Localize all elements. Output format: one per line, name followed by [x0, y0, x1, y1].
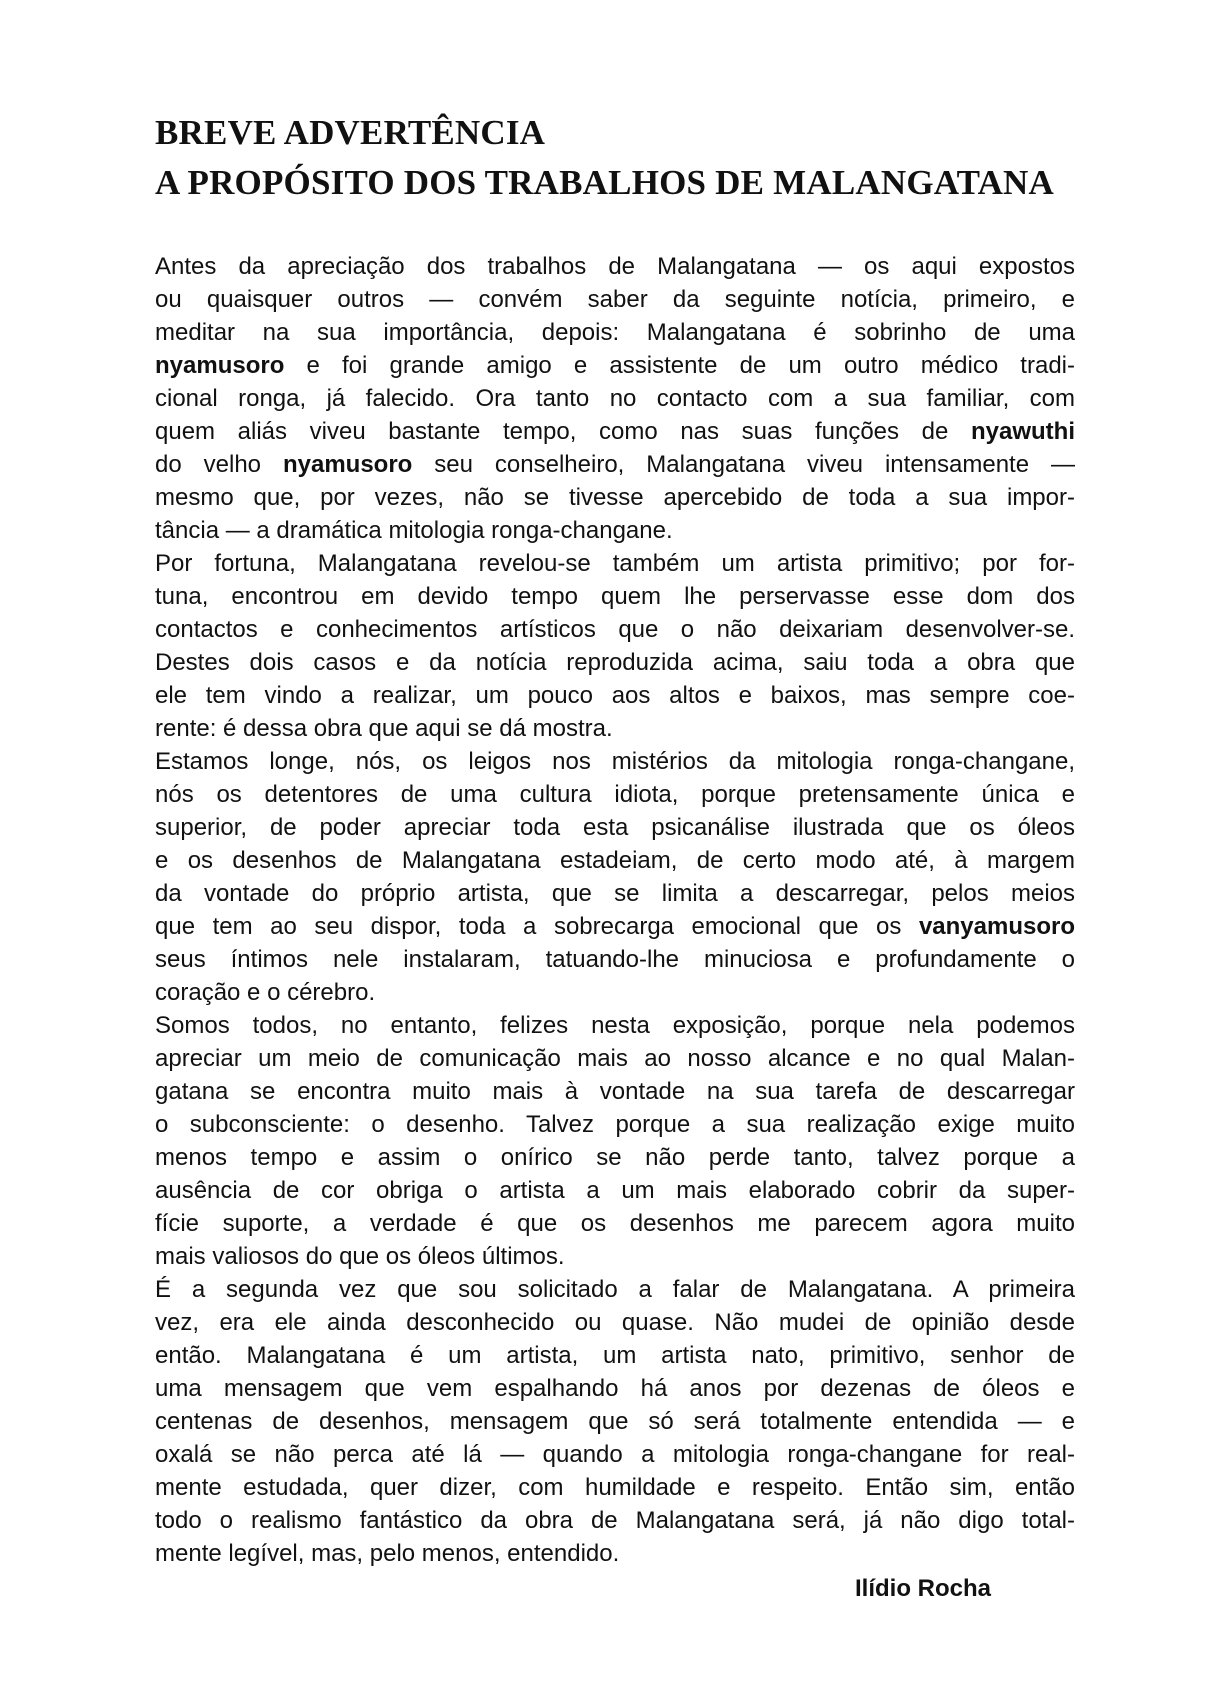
bold-term: nyawuthi [970, 418, 1075, 445]
text-segment: e foi grande amigo e assistente de um outro médico tradi- [284, 352, 1075, 379]
bold-term: nyamusoro [282, 451, 413, 478]
text-segment: meditar na sua importância, depois: Malangatana é sobrinho de uma [155, 319, 1075, 346]
text-line [155, 1372, 1075, 1405]
text-line [155, 712, 1075, 745]
text-line [155, 1339, 1075, 1372]
text-line [155, 1240, 1075, 1273]
text-line [155, 1042, 1075, 1075]
text-line [155, 745, 1075, 778]
text-line [155, 514, 1075, 547]
text-segment: fície suporte, a verdade é que os desenhos me parecem agora muito [155, 1210, 1075, 1237]
text-line [155, 1141, 1075, 1174]
text-segment: oxalá se não perca até lá — quando a mitologia ronga-changane for real- [155, 1441, 1075, 1468]
bold-term: vanyamusoro [918, 913, 1075, 940]
text-segment: Somos todos, no entanto, felizes nesta exposição, porque nela podemos [155, 1012, 1075, 1039]
text-line [155, 976, 1075, 1009]
text-line [155, 1207, 1075, 1240]
text-line [155, 1438, 1075, 1471]
text-line [155, 943, 1075, 976]
text-segment: mesmo que, por vezes, não se tivesse apercebido de toda a sua impor- [155, 484, 1075, 511]
text-line [155, 415, 1075, 448]
text-segment: mais valiosos do que os óleos últimos. [155, 1243, 565, 1270]
text-segment: do velho [155, 451, 283, 478]
text-line [155, 1306, 1075, 1339]
title-line-1: BREVE ADVERTÊNCIA [155, 113, 546, 152]
text-line [155, 481, 1075, 514]
text-line [155, 1504, 1075, 1537]
text-segment: rente: é dessa obra que aqui se dá mostra. [155, 715, 613, 742]
text-segment: quem aliás viveu bastante tempo, como nas suas funções de [155, 418, 971, 445]
text-line [155, 1273, 1075, 1306]
text-line [155, 316, 1075, 349]
text-line [155, 877, 1075, 910]
text-segment: cional ronga, já falecido. Ora tanto no contacto com a sua familiar, com [155, 385, 1075, 412]
text-segment: ausência de cor obriga o artista a um mais elaborado cobrir da super- [155, 1177, 1075, 1204]
text-line [155, 646, 1075, 679]
text-line [155, 811, 1075, 844]
text-segment: É a segunda vez que sou solicitado a falar de Malangatana. A primeira [155, 1276, 1075, 1303]
body-text [155, 250, 1075, 1570]
document-title [155, 108, 1115, 208]
bold-term: nyamusoro [155, 352, 285, 379]
text-line [155, 844, 1075, 877]
text-line [155, 679, 1075, 712]
text-line [155, 1537, 1075, 1570]
text-segment: seu conselheiro, Malangatana viveu intensamente — [412, 451, 1076, 478]
text-segment: então. Malangatana é um artista, um artista nato, primitivo, senhor de [155, 1342, 1075, 1369]
text-segment: gatana se encontra muito mais à vontade na sua tarefa de descarregar [155, 1078, 1075, 1105]
text-segment: superior, de poder apreciar toda esta psicanálise ilustrada que os óleos [155, 814, 1075, 841]
text-segment: todo o realismo fantástico da obra de Malangatana será, já não digo total- [155, 1507, 1075, 1534]
text-segment: centenas de desenhos, mensagem que só será totalmente entendida — e [155, 1408, 1075, 1435]
author-signature: Ilídio Rocha [855, 1575, 992, 1602]
text-line [155, 1108, 1075, 1141]
text-line [155, 580, 1075, 613]
title-line-2: A PROPÓSITO DOS TRABALHOS DE MALANGATANA [155, 163, 1055, 202]
text-segment: apreciar um meio de comunicação mais ao nosso alcance e no qual Malan- [155, 1045, 1075, 1072]
text-line [155, 283, 1075, 316]
text-segment: contactos e conhecimentos artísticos que o não deixariam desenvolver-se. [155, 616, 1075, 643]
text-segment: e os desenhos de Malangatana estadeiam, de certo modo até, à margem [155, 847, 1075, 874]
text-segment: tuna, encontrou em devido tempo quem lhe perservasse esse dom dos [155, 583, 1075, 610]
text-line [155, 382, 1075, 415]
text-segment: Destes dois casos e da notícia reproduzida acima, saiu toda a obra que [155, 649, 1075, 676]
text-segment: tância — a dramática mitologia ronga-changane. [155, 517, 673, 544]
text-line [155, 448, 1075, 481]
text-segment: da vontade do próprio artista, que se limita a descarregar, pelos meios [155, 880, 1075, 907]
text-line [155, 778, 1075, 811]
text-line [155, 1075, 1075, 1108]
text-segment: o subconsciente: o desenho. Talvez porque a sua realização exige muito [155, 1111, 1075, 1138]
text-segment: uma mensagem que vem espalhando há anos por dezenas de óleos e [155, 1375, 1075, 1402]
text-segment: ou quaisquer outros — convém saber da seguinte notícia, primeiro, e [155, 286, 1075, 313]
text-segment: menos tempo e assim o onírico se não perde tanto, talvez porque a [155, 1144, 1075, 1171]
text-line [155, 349, 1075, 382]
text-line [155, 910, 1075, 943]
text-segment: ele tem vindo a realizar, um pouco aos altos e baixos, mas sempre coe- [155, 682, 1075, 709]
text-line [155, 1009, 1075, 1042]
text-segment: Estamos longe, nós, os leigos nos mistérios da mitologia ronga-changane, [155, 748, 1075, 775]
text-segment: que tem ao seu dispor, toda a sobrecarga emocional que os [155, 913, 919, 940]
text-line [155, 1174, 1075, 1207]
text-line [155, 547, 1075, 580]
text-segment: coração e o cérebro. [155, 979, 376, 1006]
text-line [155, 613, 1075, 646]
text-segment: vez, era ele ainda desconhecido ou quase. Não mudei de opinião desde [155, 1309, 1075, 1336]
text-line [155, 250, 1075, 283]
text-segment: seus íntimos nele instalaram, tatuando-lhe minuciosa e profundamente o [155, 946, 1075, 973]
text-segment: Antes da apreciação dos trabalhos de Malangatana — os aqui expostos [155, 253, 1075, 280]
text-line [155, 1471, 1075, 1504]
text-segment: mente legível, mas, pelo menos, entendido. [155, 1540, 620, 1567]
text-segment: mente estudada, quer dizer, com humildade e respeito. Então sim, então [155, 1474, 1075, 1501]
text-segment: Por fortuna, Malangatana revelou-se também um artista primitivo; por for- [155, 550, 1075, 577]
text-segment: nós os detentores de uma cultura idiota, porque pretensamente única e [155, 781, 1075, 808]
text-line [155, 1405, 1075, 1438]
